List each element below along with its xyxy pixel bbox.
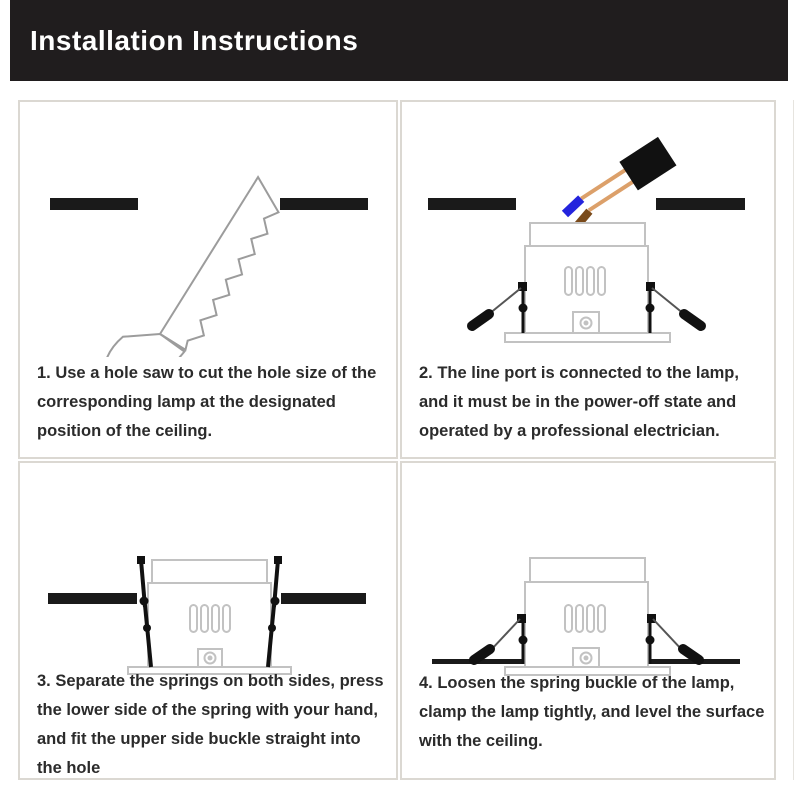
ceiling-cutout-bars bbox=[50, 198, 368, 210]
spring-clip-left-clamped bbox=[474, 614, 528, 664]
image-edge-line bbox=[793, 100, 794, 780]
spring-clip-left bbox=[472, 282, 528, 333]
step-1-panel bbox=[18, 100, 398, 459]
spring-clip-right bbox=[646, 282, 702, 333]
step-2-text: 2. The line port is connected to the lamp, and it must be in the power-off state and operated by a professional electrician. bbox=[419, 364, 739, 440]
recessed-lamp-icon bbox=[505, 558, 670, 675]
recessed-lamp-icon bbox=[505, 223, 670, 342]
spring-clip-right-clamped bbox=[646, 614, 700, 664]
lamp-insertion-illustration bbox=[20, 463, 396, 675]
step-1-text: 1. Use a hole saw to cut the hole size of the corresponding lamp at the designated position of the ceiling. bbox=[37, 364, 377, 440]
step-3-text: 3. Separate the springs on both sides, press the lower side of the spring with your hand, and fit the upper side buckle straight into the hole bbox=[37, 672, 384, 777]
step-3-panel bbox=[18, 461, 398, 780]
lamp-installed-illustration bbox=[402, 463, 774, 677]
wire-connector-icon bbox=[557, 137, 676, 231]
ceiling-cutout-bars bbox=[428, 198, 745, 210]
step-4-panel bbox=[400, 461, 776, 780]
page-title: Installation Instructions bbox=[30, 24, 359, 56]
header-bar bbox=[10, 0, 788, 81]
step-4-text: 4. Loosen the spring buckle of the lamp, clamp the lamp tightly, and level the surface with the ceiling. bbox=[419, 674, 765, 750]
wiring-lamp-illustration bbox=[402, 102, 774, 357]
recessed-lamp-icon bbox=[128, 560, 291, 674]
step-2-panel bbox=[400, 100, 776, 459]
hole-saw-illustration bbox=[20, 102, 396, 357]
hole-saw-icon bbox=[86, 160, 290, 357]
